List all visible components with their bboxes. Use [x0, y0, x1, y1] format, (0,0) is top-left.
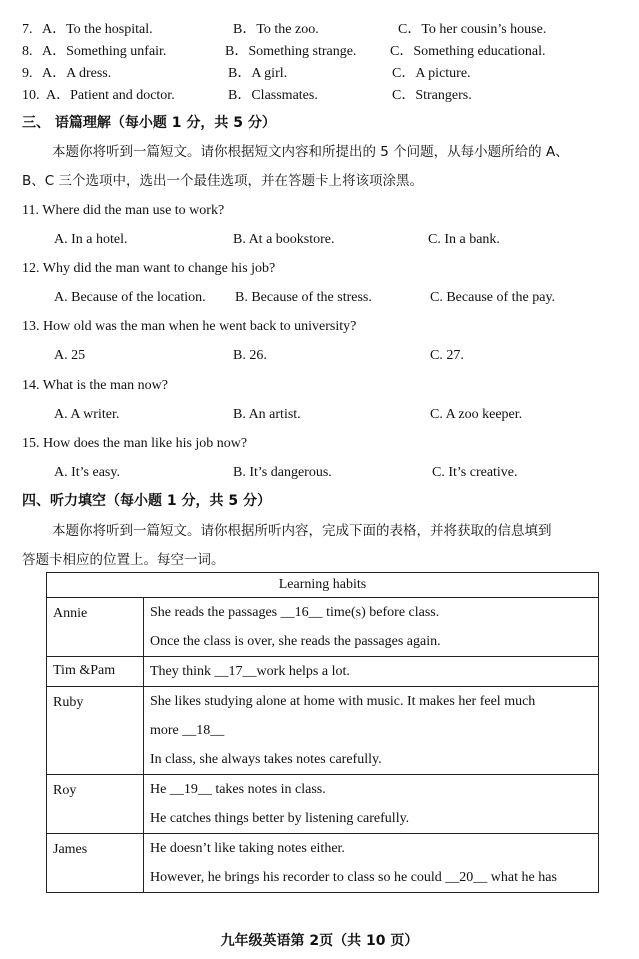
option-b: B．Classmates. [228, 88, 318, 103]
option-c: C. A zoo keeper. [430, 407, 523, 422]
question-number: 8. [22, 44, 33, 59]
option-c: C．To her cousin’s house. [398, 22, 547, 37]
table-row [47, 775, 599, 834]
option-a: A. 25 [54, 348, 86, 363]
question-text: 12. Why did the man want to change his job? [22, 261, 276, 276]
question-text: 11. Where did the man use to work? [22, 203, 225, 218]
table-row [47, 657, 599, 687]
option-b: B．Something strange. [225, 44, 357, 59]
option-c: C．Something educational. [390, 44, 546, 59]
option-a: A．Something unfair. [42, 44, 167, 59]
option-c: C. It’s creative. [432, 465, 518, 480]
section-3-instruction: 本题你将听到一篇短文。请你根据短文内容和所提出的 5 个问题，从每小题所给的 A、 [52, 144, 569, 160]
option-b: B. It’s dangerous. [233, 465, 332, 480]
table-title: Learning habits [47, 573, 599, 598]
habit-line: In class, she always takes notes carefully. [150, 752, 382, 767]
option-c: C．Strangers. [392, 88, 472, 103]
student-name: Tim &Pam [47, 657, 144, 687]
option-a: A. It’s easy. [54, 465, 120, 480]
option-b: B．A girl. [228, 66, 288, 81]
option-c: C. Because of the pay. [430, 290, 556, 305]
section-4-instruction-cont: 答题卡相应的位置上。每空一词。 [22, 552, 225, 568]
habit-line: He doesn’t like taking notes either. [150, 841, 345, 856]
option-c: C. In a bank. [428, 232, 500, 247]
question-text: 13. How old was the man when he went back to university? [22, 319, 357, 334]
option-b: B．To the zoo. [233, 22, 319, 37]
table-row [47, 687, 599, 775]
habit-line: However, he brings his recorder to class so he could __20__ what he has [150, 870, 557, 885]
question-number: 9. [22, 66, 33, 81]
student-name: Annie [47, 598, 144, 657]
habit-line: He catches things better by listening carefully. [150, 811, 410, 826]
option-c: C．A picture. [392, 66, 471, 81]
page-footer: 九年级英语第 2页（共 10 页） [220, 933, 419, 949]
question-text: 14. What is the man now? [22, 378, 168, 393]
section-4-heading: 四、听力填空（每小题 1 分，共 5 分） [22, 493, 271, 509]
learning-habits-table [46, 572, 599, 893]
student-name: Ruby [47, 687, 144, 775]
option-b: B. Because of the stress. [235, 290, 372, 305]
section-3-instruction-cont: B、C 三个选项中，选出一个最佳选项，并在答题卡上将该项涂黑。 [22, 173, 423, 189]
student-name: James [47, 834, 144, 893]
habit-line: He __19__ takes notes in class. [150, 782, 326, 797]
question-number: 10. [22, 88, 40, 103]
option-a: A．Patient and doctor. [46, 88, 175, 103]
section-3-heading: 三、 语篇理解（每小题 1 分，共 5 分） [22, 115, 276, 131]
option-a: A. In a hotel. [54, 232, 128, 247]
habit-line: She reads the passages __16__ time(s) before class. [150, 605, 440, 620]
habit-line: more __18__ [150, 723, 225, 738]
section-4-instruction: 本题你将听到一篇短文。请你根据所听内容，完成下面的表格，并将获取的信息填到 [52, 523, 552, 539]
option-a: A．To the hospital. [42, 22, 153, 37]
option-b: B. At a bookstore. [233, 232, 335, 247]
option-a: A. A writer. [54, 407, 120, 422]
option-a: A．A dress. [42, 66, 112, 81]
habit-line: She likes studying alone at home with music. It makes her feel much [150, 694, 536, 709]
table-row [47, 834, 599, 893]
table-row [47, 598, 599, 657]
student-name: Roy [47, 775, 144, 834]
option-c: C. 27. [430, 348, 464, 363]
option-a: A. Because of the location. [54, 290, 206, 305]
habit-line: Once the class is over, she reads the passages again. [150, 634, 441, 649]
option-b: B. 26. [233, 348, 267, 363]
option-b: B. An artist. [233, 407, 301, 422]
question-text: 15. How does the man like his job now? [22, 436, 248, 451]
habit-line: They think __17__work helps a lot. [150, 664, 350, 679]
question-number: 7. [22, 22, 33, 37]
